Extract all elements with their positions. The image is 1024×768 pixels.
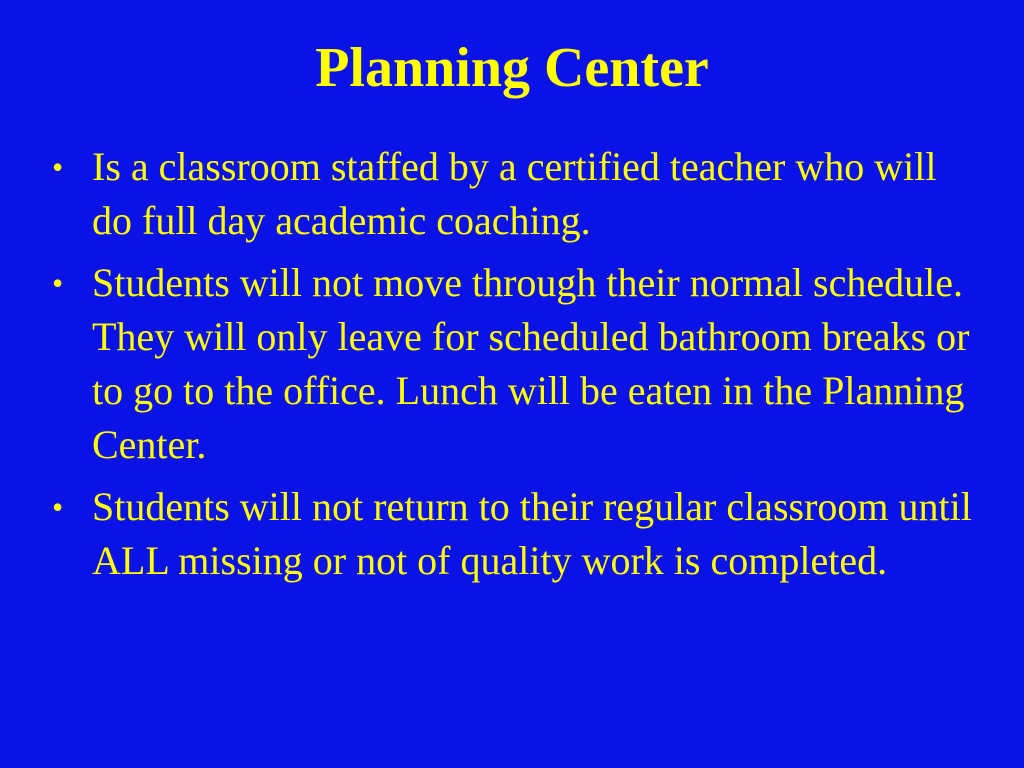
- bullet-text: Is a classroom staffed by a certified teacher who will do full day academic coaching.: [92, 144, 937, 243]
- bullet-text: Students will not move through their normal schedule. They will only leave for scheduled bathroom breaks or to go to the office. Lunch will be eaten in the Planning Center.: [92, 260, 970, 467]
- bullet-icon: •: [52, 265, 64, 301]
- bullet-item: [52, 256, 972, 472]
- bullet-icon: •: [52, 149, 64, 185]
- bullet-text: Students will not return to their regular classroom until ALL missing or not of quality work is completed.: [92, 484, 972, 583]
- bullet-item: [52, 140, 972, 248]
- bullet-icon: •: [52, 489, 64, 525]
- bullet-list: [52, 140, 972, 596]
- slide-title: Planning Center: [315, 37, 709, 99]
- bullet-item: [52, 480, 972, 588]
